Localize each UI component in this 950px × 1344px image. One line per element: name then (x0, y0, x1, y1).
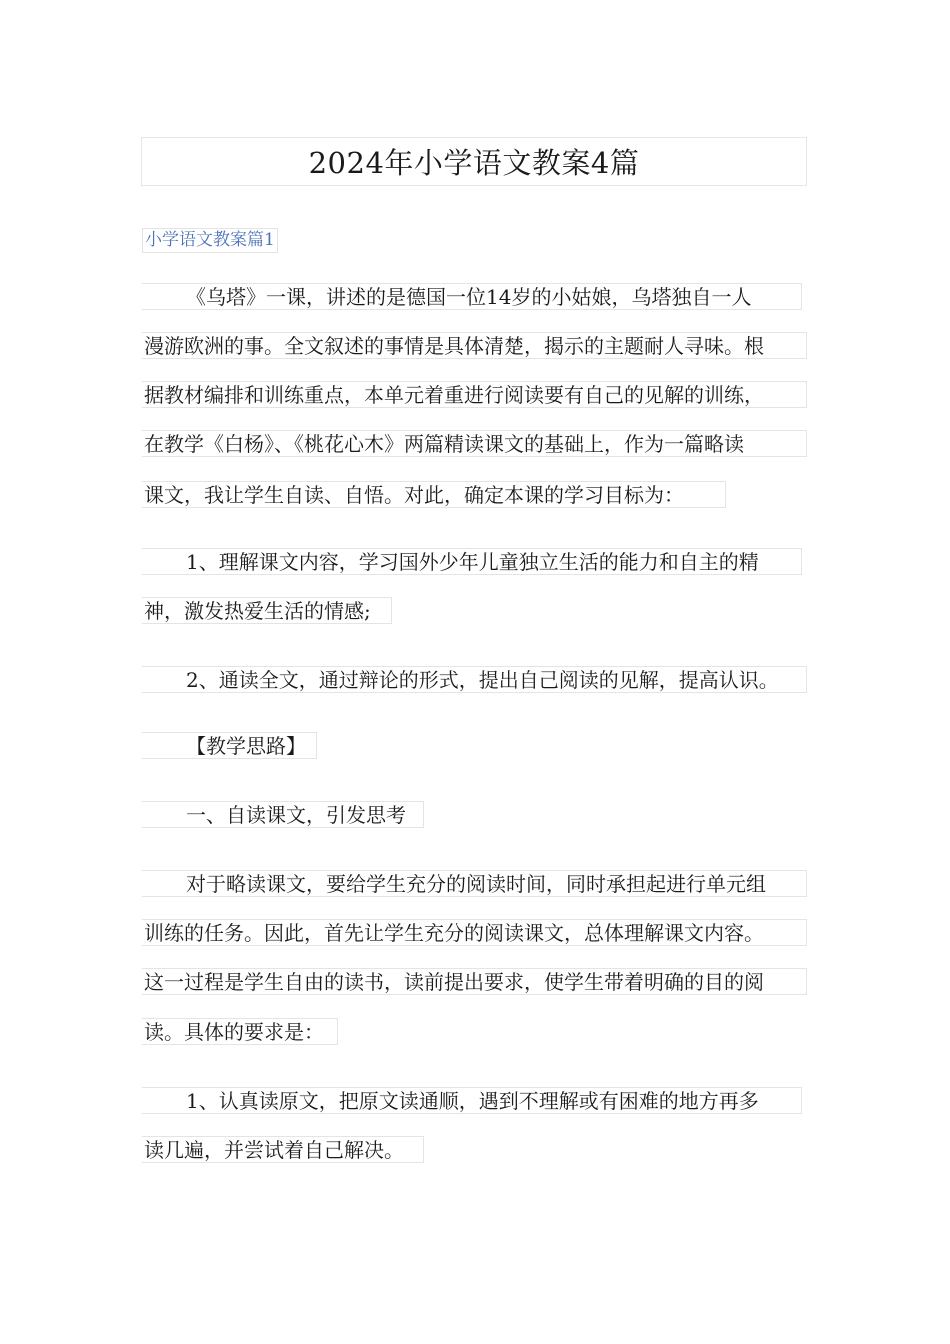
paragraph-line: 训练的任务。因此，首先让学生充分的阅读课文，总体理解课文内容。 (142, 919, 807, 946)
paragraph-line: 漫游欧洲的事。全文叙述的事情是具体清楚，揭示的主题耐人寻味。根 (142, 332, 807, 359)
document-title-text: 2024年小学语文教案4篇 (308, 146, 640, 180)
document-title (141, 137, 807, 186)
goal-line: 2、通读全文，通过辩论的形式，提出自己阅读的见解，提高认识。 (142, 666, 807, 693)
paragraph-line: 读。具体的要求是： (142, 1018, 338, 1045)
paragraph-line: 据教材编排和训练重点，本单元着重进行阅读要有自己的见解的训练， (142, 381, 807, 408)
step-heading: 一、自读课文，引发思考 (142, 801, 424, 828)
paragraph-line: 对于略读课文，要给学生充分的阅读时间，同时承担起进行单元组 (142, 870, 807, 897)
goal-line: 神，激发热爱生活的情感; (142, 597, 392, 624)
teaching-idea-heading: 【教学思路】 (142, 732, 317, 759)
section-heading[interactable]: 小学语文教案篇1 (142, 228, 278, 253)
paragraph-line: 这一过程是学生自由的读书，读前提出要求，使学生带着明确的目的阅 (142, 968, 807, 995)
requirement-line: 读几遍，并尝试着自己解决。 (142, 1136, 424, 1163)
paragraph-line: 课文，我让学生自读、自悟。对此，确定本课的学习目标为： (142, 481, 726, 508)
paragraph-line: 《乌塔》一课，讲述的是德国一位14岁的小姑娘，乌塔独自一人 (142, 283, 802, 310)
requirement-line: 1、认真读原文，把原文读通顺，遇到不理解或有困难的地方再多 (142, 1087, 802, 1114)
goal-line: 1、理解课文内容，学习国外少年儿童独立生活的能力和自主的精 (142, 548, 802, 575)
paragraph-line: 在教学《白杨》、《桃花心木》两篇精读课文的基础上，作为一篇略读 (142, 430, 807, 457)
